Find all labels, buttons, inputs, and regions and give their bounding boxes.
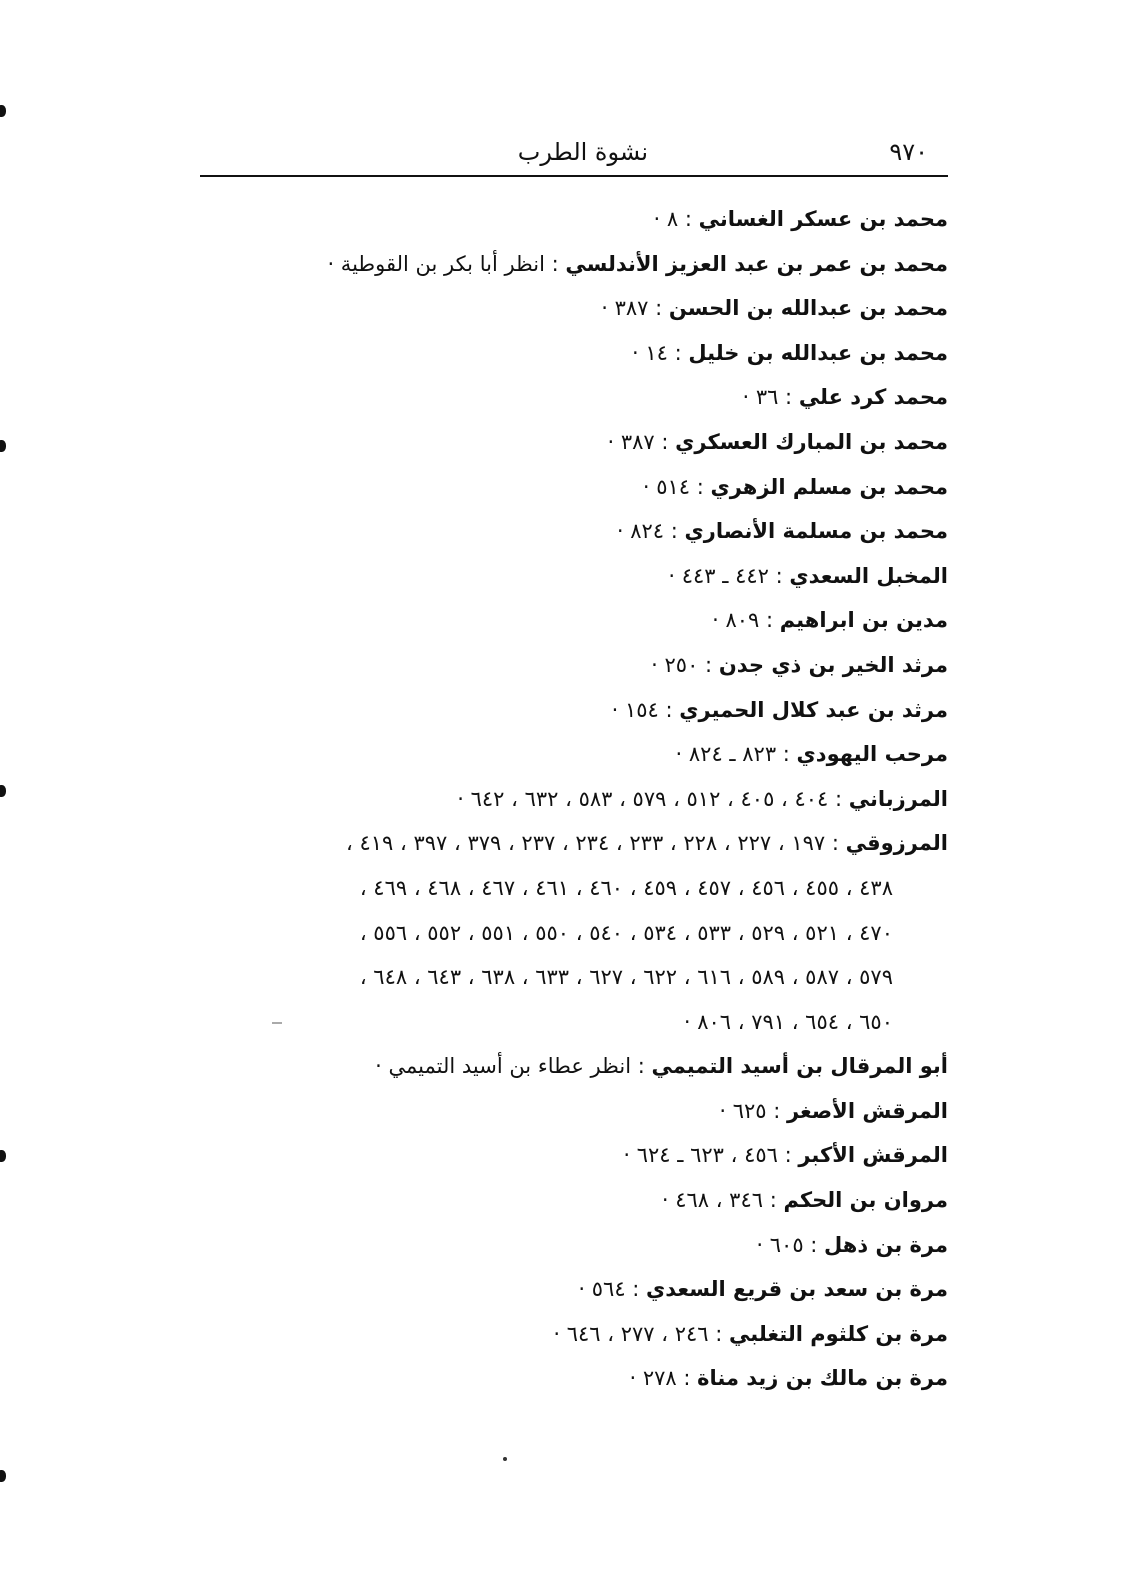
entry-page-refs: ٤٧٠ ، ٥٢١ ، ٥٢٩ ، ٥٣٣ ، ٥٣٤ ، ٥٤٠ ، ٥٥٠ ، ٥٥١ ، ٥٥٢ ، ٥٥٦ ،: [359, 920, 893, 945]
index-entry: [188, 509, 948, 554]
book-title: نشوة الطرب: [517, 138, 648, 166]
entry-name: مرثد بن عبد كلال الحميري: [679, 697, 948, 722]
entry-page-refs: : ٣٦ ·: [742, 385, 799, 410]
index-entry: [188, 1089, 948, 1134]
index-entry: [188, 1178, 948, 1223]
entry-page-refs: : ٤٥٦ ، ٦٢٣ ـ ٦٢٤ ·: [623, 1143, 799, 1168]
entry-page-refs: : ٨٠٩ ·: [712, 608, 780, 633]
entry-page-refs: ٥٧٩ ، ٥٨٧ ، ٥٨٩ ، ٦١٦ ، ٦٢٢ ، ٦٢٧ ، ٦٣٣ ، ٦٣٨ ، ٦٤٣ ، ٦٤٨ ،: [359, 965, 893, 990]
entry-page-refs: ٤٣٨ ، ٤٥٥ ، ٤٥٦ ، ٤٥٧ ، ٤٥٩ ، ٤٦٠ ، ٤٦١ ، ٤٦٧ ، ٤٦٨ ، ٤٦٩ ،: [359, 875, 893, 900]
scan-margin-mark: [0, 1470, 6, 1482]
index-entry: [188, 465, 948, 510]
entry-page-refs: : ٥٦٤ ·: [578, 1277, 647, 1302]
scan-margin-mark: [0, 105, 6, 117]
entry-page-refs: : ٢٤٦ ، ٢٧٧ ، ٦٤٦ ·: [553, 1321, 729, 1346]
entry-page-refs: : ٦٠٥ ·: [756, 1232, 825, 1257]
index-entry: [188, 1267, 948, 1312]
entry-page-refs: : ١٥٤ ·: [611, 697, 680, 722]
entry-name: محمد بن المبارك العسكري: [675, 429, 948, 454]
entry-page-refs: : ٣٨٧ ·: [607, 429, 676, 454]
entry-page-refs: : ٢٥٠ ·: [651, 652, 719, 677]
page-number: ٩٧٠: [889, 138, 928, 166]
entry-page-refs: : ٣٤٦ ، ٤٦٨ ·: [661, 1188, 784, 1213]
scan-margin-mark: [0, 440, 6, 452]
entry-page-refs: : ١٤ ·: [632, 340, 689, 365]
index-entry: [188, 286, 948, 331]
scan-margin-mark: [0, 1150, 6, 1162]
entry-name: المرزباني: [848, 786, 948, 811]
index-entry: [188, 1312, 948, 1357]
entry-page-refs: : ٥١٤ ·: [642, 474, 711, 499]
entry-page-refs: : انظر عطاء بن أسيد التميمي ·: [375, 1054, 652, 1079]
index-entry: [188, 688, 948, 733]
entry-name: محمد كرد علي: [798, 385, 948, 410]
entry-name: مرة بن مالك بن زيد مناة: [697, 1366, 948, 1391]
entry-page-refs: : ٨٢٤ ·: [616, 519, 685, 544]
index-entry: [188, 643, 948, 688]
entry-name: محمد بن عبدالله بن الحسن: [668, 296, 948, 321]
index-entry: [188, 598, 948, 643]
entry-name: مرثد الخير بن ذي جدن: [718, 652, 948, 677]
entry-name: محمد بن عمر بن عبد العزيز الأندلسي: [565, 251, 948, 276]
entry-name: أبو المرقال بن أسيد التميمي: [651, 1054, 948, 1079]
index-entry: [188, 1223, 948, 1268]
entry-name: مرة بن كلثوم التغلبي: [729, 1321, 948, 1346]
index-entry: [188, 821, 948, 866]
index-entry-continuation: [188, 911, 948, 956]
entry-name: محمد بن عسكر الغساني: [698, 207, 948, 231]
entry-name: مدين بن ابراهيم: [779, 608, 948, 633]
index-entry: [188, 197, 948, 242]
index-entry: [188, 242, 948, 287]
entry-name: مرة بن سعد بن قريع السعدي: [646, 1277, 948, 1302]
index-entry: [188, 375, 948, 420]
entry-page-refs: : ٨ ·: [653, 207, 699, 231]
index-entry: [188, 1044, 948, 1089]
scan-speck: [503, 1457, 507, 1461]
index-entry: [188, 331, 948, 376]
entry-name: مروان بن الحكم: [783, 1188, 948, 1213]
entry-name: المخبل السعدي: [789, 563, 948, 588]
index-entry: [188, 1356, 948, 1401]
entry-name: المرقش الأصغر: [786, 1098, 948, 1123]
entry-name: المرزوقي: [845, 831, 948, 856]
entry-name: محمد بن مسلم الزهري: [710, 474, 948, 499]
index-entry-continuation: [188, 1000, 948, 1045]
index-entry-continuation: [188, 866, 948, 911]
scan-margin-mark: [0, 785, 6, 797]
index-entry: [188, 420, 948, 465]
entry-name: مرة بن ذهل: [824, 1232, 948, 1257]
entry-name: محمد بن مسلمة الأنصاري: [684, 519, 948, 544]
entry-page-refs: : ٤٤٢ ـ ٤٤٣ ·: [668, 563, 790, 588]
entry-page-refs: ٦٥٠ ، ٦٥٤ ، ٧٩١ ، ٨٠٦ ·: [683, 1009, 893, 1034]
index-entry: [188, 554, 948, 599]
entry-name: مرحب اليهودي: [796, 742, 948, 767]
index-entries: [188, 197, 948, 1401]
entry-page-refs: : ٤٠٤ ، ٤٠٥ ، ٥١٢ ، ٥٧٩ ، ٥٨٣ ، ٦٣٢ ، ٦٤٢ ·: [457, 786, 849, 811]
entry-page-refs: : انظر أبا بكر بن القوطية ·: [327, 251, 566, 276]
index-entry: [188, 732, 948, 777]
entry-page-refs: : ٦٢٥ ·: [719, 1098, 787, 1123]
entry-page-refs: : ٢٧٨ ·: [629, 1366, 698, 1391]
running-header: [200, 138, 948, 174]
header-rule: [200, 175, 948, 177]
entry-page-refs: : ٨٢٣ ـ ٨٢٤ ·: [675, 742, 797, 767]
entry-page-refs: : ٣٨٧ ·: [601, 296, 669, 321]
index-entry: [188, 1133, 948, 1178]
entry-name: محمد بن عبدالله بن خليل: [688, 340, 948, 365]
entry-page-refs: : ١٩٧ ، ٢٢٧ ، ٢٢٨ ، ٢٣٣ ، ٢٣٤ ، ٢٣٧ ، ٣٧٩ ، ٣٩٧ ، ٤١٩ ،: [346, 831, 846, 856]
entry-name: المرقش الأكبر: [798, 1143, 948, 1168]
scan-speck: [272, 1022, 282, 1024]
index-entry: [188, 777, 948, 822]
index-entry-continuation: [188, 955, 948, 1000]
